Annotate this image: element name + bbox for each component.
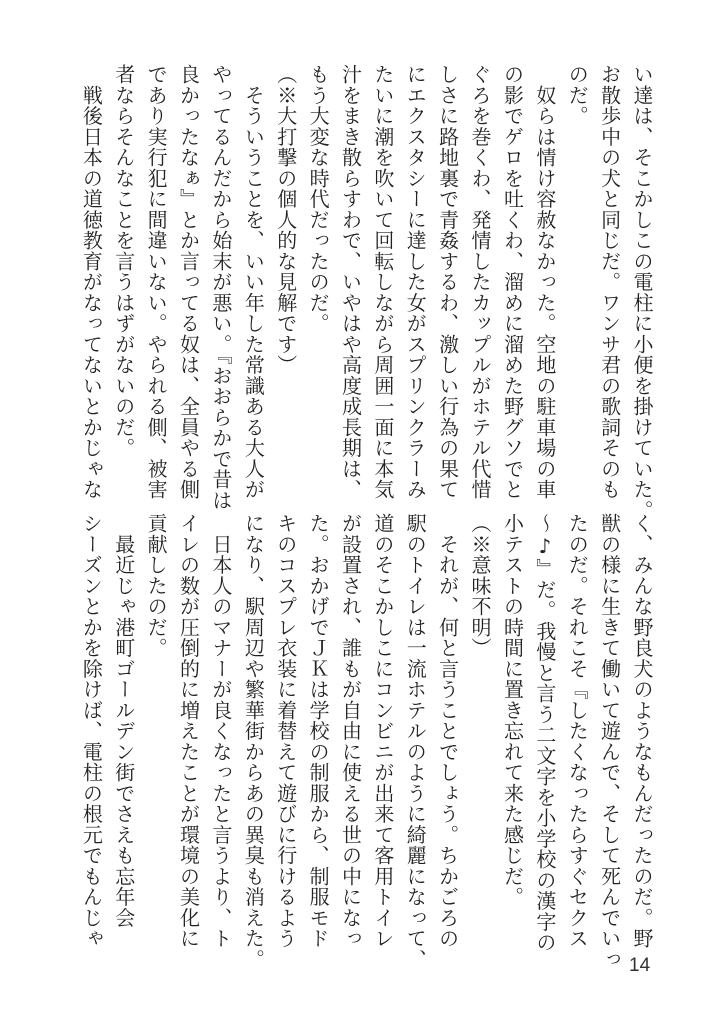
text-column: であり実行犯に間違いない。やられる側、被害 xyxy=(144,64,169,500)
text-column: やってるんだから始末が悪い。『おおらかで昔は xyxy=(208,64,233,511)
text-column: が設置され、誰もが自由に使える世の中になっ xyxy=(338,513,363,949)
text-column: 道のそこかしこにコンビニが出来て客用トイレ xyxy=(370,513,395,949)
text-column: お散歩中の犬と同じだ。ワンサ君の歌詞そのも xyxy=(597,64,622,500)
text-column: （※意味不明） xyxy=(468,513,493,659)
text-column: 最近じゃ港町ゴールデン街でさえも忘年会 xyxy=(111,513,136,928)
text-column: 小テストの時間に置き忘れて来た感じだ。 xyxy=(500,513,525,908)
text-column: たのだ。それこそ『したくなったらすぐセクス xyxy=(565,513,590,949)
text-column: く、みんな野良犬のようなもんだったのだ。野 xyxy=(630,513,654,949)
text-column: になり、駅周辺や繁華街からあの異臭も消えた。 xyxy=(241,513,266,970)
text-column: もう大変な時代だったのだ。 xyxy=(306,64,331,334)
text-column: （※大打撃の個人的な見解です） xyxy=(273,64,298,376)
text-column: にエクスタシーに達した女がスプリンクラーみ xyxy=(403,64,428,500)
text-column: 奴らは情け容赦なかった。空地の駐車場の車 xyxy=(532,64,557,500)
text-column: キのコスプレ衣装に着替えて遊びに行けるよう xyxy=(273,513,298,949)
text-column: の影でゲロを吐くわ、溜めに溜めた野グソでと xyxy=(500,64,525,500)
page-number: 14 xyxy=(629,955,651,976)
text-column: 〜♪』だ。我慢と言う二文字を小学校の漢字の xyxy=(532,513,557,953)
text-column: シーズンとかを除けば、電柱の根元でもんじゃ xyxy=(79,513,104,949)
text-column: しさに路地裏で青姦するわ、激しい行為の果て xyxy=(435,64,460,500)
text-column: た。おかげでＪＫは学校の制服から、制服モド xyxy=(306,513,331,949)
text-column: ぐろを巻くわ、発情したカップルがホテル代惜 xyxy=(468,64,493,500)
text-column: 駅のトイレは一流ホテルのように綺麗になって、 xyxy=(403,513,428,970)
upper-text-block xyxy=(74,64,658,521)
text-column: そういうことを、いい年した常識ある大人が xyxy=(241,64,266,500)
text-column: 者ならそんなことを言うはずがないのだ。 xyxy=(111,64,136,459)
text-column: 良かったなぁ』とか言ってる奴は、全員やる側 xyxy=(176,64,201,500)
text-column: たいに潮を吹いて回転しながら周囲一面に本気 xyxy=(370,64,395,500)
text-column: それが、何と言うことでしょう。ちかごろの xyxy=(435,513,460,949)
text-column: 汁をまき散らすわで、いやはや高度成長期は、 xyxy=(338,64,363,500)
text-column: のだ。 xyxy=(565,64,590,127)
text-column: 貢献したのだ。 xyxy=(144,513,169,659)
text-column: イレの数が圧倒的に増えたことが環境の美化に xyxy=(176,513,201,949)
text-column: 日本人のマナーが良くなったと言うより、ト xyxy=(208,513,233,949)
text-column: い達は、そこかしこの電柱に小便を掛けていた。 xyxy=(630,64,654,521)
text-column: 戦後日本の道徳教育がなってないとかじゃな xyxy=(79,64,104,500)
text-column: 獣の様に生きて働いて遊んで、そして死んでいっ xyxy=(597,513,622,970)
